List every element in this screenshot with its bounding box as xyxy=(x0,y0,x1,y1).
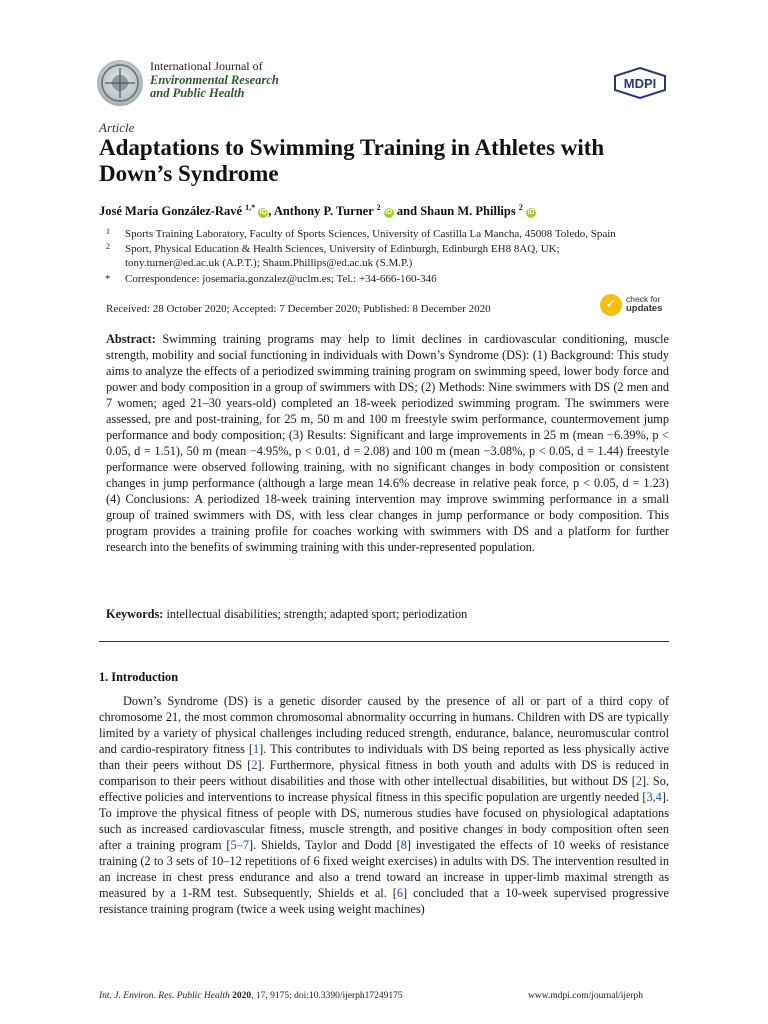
paragraph-text: ] investigated the effects of 10 weeks of resistance training (2 to 3 sets of 10–12 repetitions of 6 fixed weight exercises) in adults with DS. The intervention resulted in an increase in chest press endurance and also a trend toward an increase in upper-limb maximal strength as measured by a 1-RM test. Subsequently, Shields et al. [ xyxy=(99,838,670,900)
correspondence xyxy=(99,272,679,286)
paragraph-text: ]. Furthermore, physical fitness in both youth and adults with DS is reduced in comparison to their peers without disabilities and those with other intellectual disabilities, but without DS [ xyxy=(99,758,669,788)
correspondence-mark: * xyxy=(105,273,111,285)
article-type: Article xyxy=(99,120,135,135)
citation-link[interactable]: 5–7 xyxy=(230,838,249,852)
mdpi-logo-text: MDPI xyxy=(623,76,657,91)
footer-url[interactable]: www.mdpi.com/journal/ijerph xyxy=(528,991,643,1001)
citation-link[interactable]: 1 xyxy=(252,742,260,756)
citation-link[interactable]: 6 xyxy=(396,886,403,900)
journal-logo xyxy=(97,60,143,106)
citation-link[interactable]: 2 xyxy=(251,758,258,772)
paragraph-text: ]. To improve the physical fitness of people with DS, numerous studies have focused on physiological adaptations such as increased cardiovascular fitness, muscle strength, and positive changes in body composition often seen after a training program [ xyxy=(99,790,669,852)
paragraph-text: ]. This contributes to individuals with DS being reported as less physically active than their peers without DS [ xyxy=(99,742,670,772)
citation-link[interactable]: 8 xyxy=(400,838,407,852)
affiliation-1 xyxy=(99,227,679,241)
keywords xyxy=(106,607,669,622)
author-affiliation-mark: 1,* xyxy=(245,203,256,212)
abstract-label: Abstract: xyxy=(106,332,156,346)
orcid-icon[interactable]: iD xyxy=(259,209,267,217)
affiliation-2-emails xyxy=(99,256,679,270)
journal-name-line3: and Public Health xyxy=(150,86,245,100)
section-heading: 1. Introduction xyxy=(99,670,179,684)
journal-name-line2: Environmental Research xyxy=(150,73,279,87)
footer-year: 2020 xyxy=(232,991,252,1001)
affiliation-number: 1 xyxy=(106,227,110,236)
mdpi-logo[interactable] xyxy=(612,67,668,99)
introduction-paragraph xyxy=(99,693,669,917)
check-for-updates-button[interactable] xyxy=(600,294,675,318)
section-divider xyxy=(99,641,669,642)
author-list xyxy=(99,203,536,219)
publication-dates: Received: 28 October 2020; Accepted: 7 December 2020; Published: 8 December 2020 xyxy=(106,303,491,315)
author-affiliation-mark: 2 xyxy=(376,203,381,212)
citation-link[interactable]: 3,4 xyxy=(646,790,662,804)
abstract-text: Swimming training programs may help to limit declines in cardiovascular conditioning, muscle strength, mobility and social functioning in individuals with Down’s Syndrome (DS): (1) Background: This study aims to analyze the effects of a periodized swimming training program on swimming speed, lower body force and power and body composition in a group of swimmers with DS; (2) Methods: Nine swimmers with DS (2 men and 7 women; aged 21–30 years-old) completed an 18-week periodized swimming program. The swimmers were assessed, pre and post-training, for 25 m, 50 m and 100 m freestyle swim performance, countermovement jump performance and body composition; (3) Results: Significant and large improvements in 25 m (mean −6.39%, p < 0.05, d = 1.51), 50 m (mean −4.95%, p < 0.01, d = 2.08) and 100 m (mean −3.08%, p < 0.05, d = 1.44) freestyle performance were observed following training, with no significant changes in body composition or consistent changes in jump performance (although a large mean 14.6% decrease in relative peak force, p < 0.05, d = 1.23) (4) Conclusions: A periodized 18-week training intervention may improve swimming performance in a small group of trained swimmers with DS, with less clear changes in jump performance or body composition. This program provides a training profile for coaches working with swimmers with DS and a platform for further research into the benefits of swimming training with this under-represented population. xyxy=(106,332,669,554)
footer-citation xyxy=(99,991,403,1001)
article-title: Adaptations to Swimming Training in Athletes with Down’s Syndrome xyxy=(99,135,605,186)
keywords-label: Keywords: xyxy=(106,607,164,621)
paragraph-text: Down’s Syndrome (DS) is a genetic disorder caused by the presence of all or part of a third copy of chromosome 21, the most common chromosomal abnormality occurring in humans. Children with DS are typically limited by a variety of physical challenges including reduced strength, endurance, balance, neuromuscular control and cardio-respiratory fitness [ xyxy=(99,694,669,756)
citation-link[interactable]: 2 xyxy=(635,774,643,788)
affiliation-text[interactable]: tony.turner@ed.ac.uk (A.P.T.); Shaun.Phillips@ed.ac.uk (S.M.P.) xyxy=(125,257,413,269)
affiliation-2 xyxy=(99,242,679,256)
author-separator: , xyxy=(268,204,274,219)
author-name[interactable]: Anthony P. Turner xyxy=(273,204,374,219)
paragraph-text: ]. Shields, Taylor and Dodd [ xyxy=(248,838,401,852)
check-updates-line2: updates xyxy=(626,303,663,314)
paragraph-text: ] concluded that a 10-week supervised progressive resistance training program (twice a week using weight machines) xyxy=(99,886,669,916)
checkmark-icon: ✓ xyxy=(600,294,622,316)
author-separator: and xyxy=(393,204,421,219)
footer-journal-abbrev: Int. J. Environ. Res. Public Health xyxy=(99,991,230,1001)
abstract xyxy=(106,331,669,555)
orcid-icon[interactable]: iD xyxy=(385,209,393,217)
keywords-text: intellectual disabilities; strength; adapted sport; periodization xyxy=(166,607,468,621)
author-affiliation-mark: 2 xyxy=(518,203,523,212)
affiliation-text: Sport, Physical Education & Health Sciences, University of Edinburgh, Edinburgh EH8 8AQ, UK; xyxy=(125,243,560,255)
affiliation-number: 2 xyxy=(106,242,110,251)
footer-volume-doi[interactable]: , 17, 9175; doi:10.3390/ijerph17249175 xyxy=(251,991,403,1001)
author-name[interactable]: Shaun M. Phillips xyxy=(420,204,516,219)
correspondence-text[interactable]: Correspondence: josemaria.gonzalez@uclm.es; Tel.: +34-666-160-346 xyxy=(125,273,437,285)
journal-name-line1: International Journal of xyxy=(150,59,263,73)
paragraph-text: ]. So, effective policies and interventions to increase physical fitness in this specific population are urgently needed [ xyxy=(99,774,669,804)
check-updates-line1: check for xyxy=(626,294,661,304)
affiliation-text: Sports Training Laboratory, Faculty of Sports Sciences, University of Castilla La Mancha, 45008 Toledo, Spain xyxy=(125,228,616,240)
author-name[interactable]: José María González-Ravé xyxy=(99,204,243,219)
orcid-icon[interactable]: iD xyxy=(527,209,535,217)
